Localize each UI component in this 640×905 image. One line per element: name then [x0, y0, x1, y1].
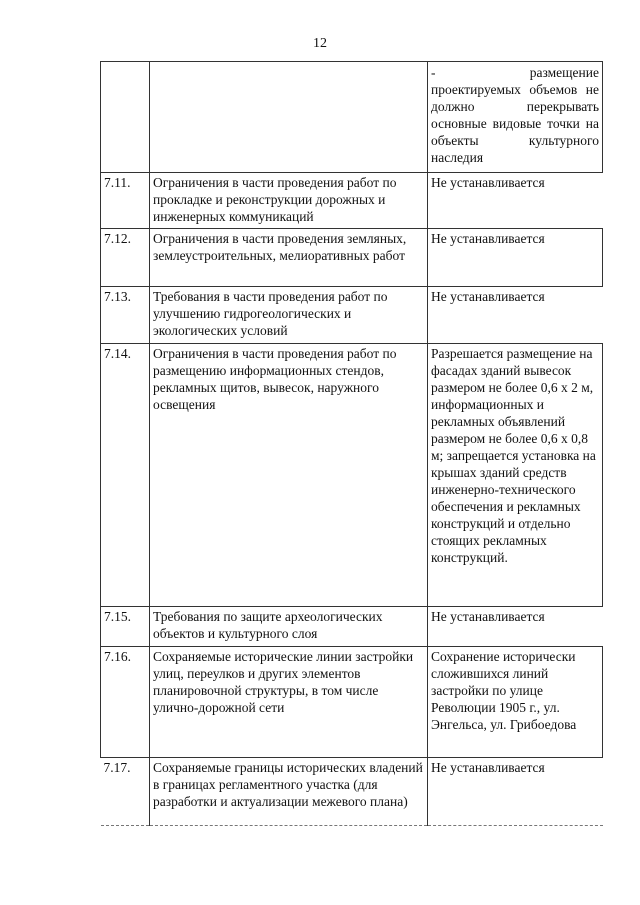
- row-number: 7.15.: [101, 607, 150, 647]
- row-name: Ограничения в части проведения работ по прокладке и реконструкции дорожных и инженерных коммуникаций: [150, 173, 428, 229]
- row-number: 7.11.: [101, 173, 150, 229]
- row-value: Не устанавливается: [428, 287, 603, 344]
- row-number: 7.16.: [101, 647, 150, 758]
- table-row: [101, 229, 603, 287]
- table-row: [101, 62, 603, 173]
- row-name: [150, 62, 428, 173]
- table-row: [101, 607, 603, 647]
- row-name: Сохраняемые исторические линии застройки улиц, переулков и других элементов планировочной структуры, в том числе улично-дорожной сети: [150, 647, 428, 758]
- table-row: [101, 647, 603, 758]
- table-row: [101, 758, 603, 826]
- row-value: - размещение проектируемых объемов не должно перекрывать основные видовые точки на объекты культурного наследия: [428, 62, 603, 173]
- row-value: Не устанавливается: [428, 607, 603, 647]
- page-number: 12: [313, 36, 327, 51]
- table-row: [101, 344, 603, 607]
- row-number: [101, 62, 150, 173]
- table-row: [101, 287, 603, 344]
- row-value: Не устанавливается: [428, 758, 603, 826]
- row-name: Требования в части проведения работ по улучшению гидрогеологических и экологических условий: [150, 287, 428, 344]
- row-value: Не устанавливается: [428, 229, 603, 287]
- row-name: Ограничения в части проведения земляных, землеустроительных, мелиоративных работ: [150, 229, 428, 287]
- row-number: 7.17.: [101, 758, 150, 826]
- row-value: Разрешается размещение на фасадах зданий вывесок размером не более 0,6 х 2 м, информационных и рекламных объявлений размером не более 0,6 х 0,8 м; запрещается установка на крышах зданий средств инженерно-технического обеспечения и рекламных конструкций и отдельно стоящих рекламных конструкций.: [428, 344, 603, 607]
- row-name: Ограничения в части проведения работ по размещению информационных стендов, рекламных щитов, вывесок, наружного освещения: [150, 344, 428, 607]
- regulations-table: [100, 61, 603, 826]
- row-value: Сохранение исторически сложившихся линий застройки по улице Революции 1905 г., ул. Энгельса, ул. Грибоедова: [428, 647, 603, 758]
- row-number: 7.14.: [101, 344, 150, 607]
- row-number: 7.12.: [101, 229, 150, 287]
- row-number: 7.13.: [101, 287, 150, 344]
- row-name: Требования по защите археологических объектов и культурного слоя: [150, 607, 428, 647]
- table-row: [101, 173, 603, 229]
- row-value: Не устанавливается: [428, 173, 603, 229]
- row-name: Сохраняемые границы исторических владений в границах регламентного участка (для разработки и актуализации межевого плана): [150, 758, 428, 826]
